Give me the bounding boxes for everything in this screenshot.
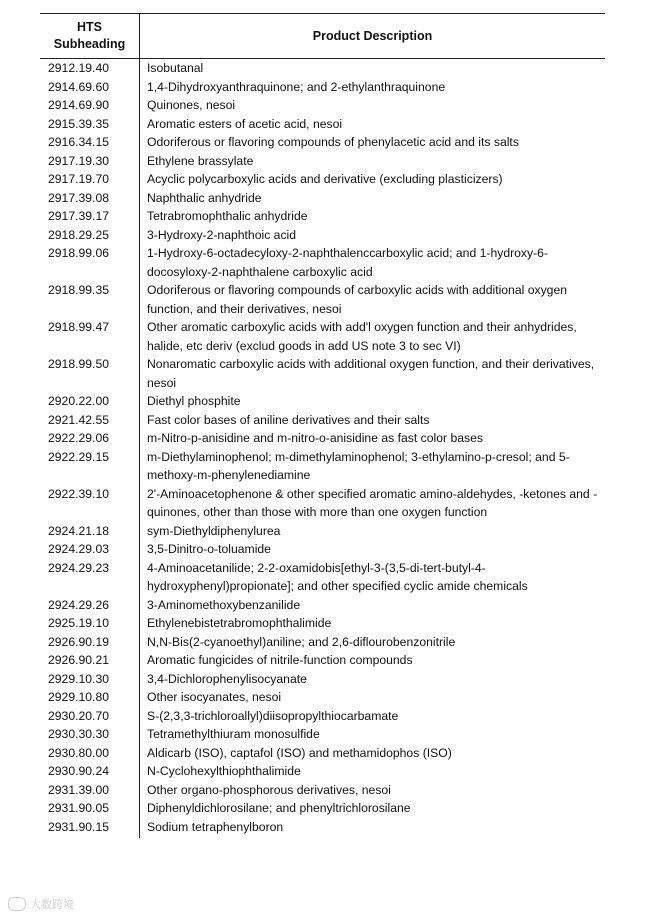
- table-row: [40, 429, 605, 448]
- table-row: [40, 392, 605, 411]
- hts-code-cell: 2920.22.00: [48, 394, 109, 408]
- description-cell: 3-Hydroxy-2-naphthoic acid: [147, 227, 297, 242]
- description-cell: Other organo-phosphorous derivatives, nesoi: [147, 782, 391, 797]
- table-row: [40, 522, 605, 541]
- table-row: [40, 559, 605, 596]
- table-row: [40, 688, 605, 707]
- description-cell: 3-Aminomethoxybenzanilide: [147, 597, 301, 612]
- description-cell: N,N-Bis(2-cyanoethyl)aniline; and 2,6-diflourobenzonitrile: [147, 634, 456, 649]
- description-cell: Ethylenebistetrabromophthalimide: [147, 616, 332, 630]
- description-cell: m-Diethylaminophenol; m-dimethylaminophenol; 3-ethylamino-p-cresol; and 5-methoxy-m-phenylenediamine: [147, 449, 570, 482]
- table-row: [40, 540, 605, 559]
- hts-code-cell: 2931.39.00: [48, 782, 109, 797]
- hts-code-cell: 2926.90.21: [48, 653, 109, 667]
- table-row: [40, 725, 605, 744]
- watermark: [8, 896, 74, 912]
- hts-code-cell: 2922.39.10: [48, 486, 109, 501]
- description-cell: 4-Aminoacetanilide; 2-2-oxamidobis[ethyl-3-(3,5-di-tert-butyl-4-hydroxyphenyl)propionate]; and other specified cyclic amide chemicals: [147, 560, 528, 593]
- table-row: [40, 244, 605, 281]
- hts-code-cell: 2924.29.03: [48, 542, 109, 556]
- hts-code-cell: 2922.29.15: [48, 449, 109, 464]
- description-cell: Acyclic polycarboxylic acids and derivative (excluding plasticizers): [147, 172, 503, 186]
- table-header: [40, 14, 605, 59]
- hts-code-cell: 2915.39.35: [48, 116, 109, 131]
- description-cell: Nonaromatic carboxylic acids with additional oxygen function, and their derivatives, nesoi: [147, 357, 595, 390]
- hts-code-cell: 2918.99.50: [48, 357, 109, 371]
- description-cell: Odoriferous or flavoring compounds of carboxylic acids with additional oxygen function, and their derivatives, nesoi: [147, 283, 568, 316]
- table-row: [40, 318, 605, 355]
- description-cell: 2'-Aminoacetophenone & other specified aromatic amino-aldehydes, -ketones and -quinones, other than those with more than one oxygen function: [147, 486, 598, 519]
- hts-code-cell: 2924.29.23: [48, 560, 109, 575]
- description-cell: Quinones, nesoi: [147, 98, 236, 112]
- header-hts-subheading: [40, 14, 140, 58]
- header-code-line1: HTS: [77, 20, 102, 34]
- hts-code-cell: 2924.21.18: [48, 523, 109, 538]
- hts-code-cell: 2914.69.60: [48, 79, 109, 94]
- description-cell: Aldicarb (ISO), captafol (ISO) and methamidophos (ISO): [147, 745, 452, 760]
- header-code-line2: Subheading: [53, 37, 126, 51]
- hts-code-cell: 2925.19.10: [48, 616, 109, 630]
- hts-code-cell: 2917.19.70: [48, 172, 109, 186]
- table-row: [40, 78, 605, 97]
- table-row: [40, 96, 605, 115]
- description-cell: 1-Hydroxy-6-octadecyloxy-2-naphthalenccarboxylic acid; and 1-hydroxy-6-docosyloxy-2-naphthalene carboxylic acid: [147, 246, 549, 279]
- table-row: [40, 799, 605, 818]
- description-cell: sym-Diethyldiphenylurea: [147, 523, 281, 538]
- description-cell: Diphenyldichlorosilane; and phenyltrichlorosilane: [147, 801, 411, 815]
- table-row: [40, 781, 605, 800]
- table-row: [40, 207, 605, 226]
- table-row: [40, 189, 605, 208]
- table-row: [40, 355, 605, 392]
- hts-code-cell: 2931.90.15: [48, 819, 109, 834]
- watermark-text: 大数跨境: [30, 899, 74, 911]
- description-cell: Sodium tetraphenylboron: [147, 819, 284, 834]
- watermark-logo-icon: [8, 897, 26, 911]
- table-row: [40, 448, 605, 485]
- hts-code-cell: 2930.30.30: [48, 727, 109, 741]
- table-row: [40, 485, 605, 522]
- table-row: [40, 633, 605, 652]
- hts-table: [40, 13, 605, 836]
- hts-code-cell: 2930.90.24: [48, 764, 109, 778]
- hts-code-cell: 2917.39.08: [48, 190, 109, 205]
- description-cell: 1,4-Dihydroxyanthraquinone; and 2-ethylanthraquinone: [147, 79, 446, 94]
- hts-code-cell: 2917.39.17: [48, 209, 109, 223]
- hts-code-cell: 2929.10.30: [48, 671, 109, 686]
- table-row: [40, 651, 605, 670]
- hts-code-cell: 2918.29.25: [48, 227, 109, 242]
- hts-code-cell: 2930.20.70: [48, 708, 109, 723]
- hts-code-cell: 2916.34.15: [48, 135, 109, 149]
- description-cell: Other isocyanates, nesoi: [147, 690, 282, 704]
- hts-code-cell: 2914.69.90: [48, 98, 109, 112]
- table-row: [40, 170, 605, 189]
- description-cell: S-(2,3,3-trichloroallyl)diisopropylthiocarbamate: [147, 708, 399, 723]
- description-cell: Diethyl phosphite: [147, 394, 241, 408]
- description-cell: Tetramethylthiuram monosulfide: [147, 727, 320, 741]
- description-cell: Ethylene brassylate: [147, 153, 254, 168]
- hts-code-cell: 2924.29.26: [48, 597, 109, 612]
- description-cell: 3,5-Dinitro-o-toluamide: [147, 542, 271, 556]
- table-body: [40, 59, 605, 836]
- hts-code-cell: 2918.99.35: [48, 283, 109, 297]
- table-row: [40, 115, 605, 134]
- hts-code-cell: 2931.90.05: [48, 801, 109, 815]
- table-row: [40, 226, 605, 245]
- description-cell: Naphthalic anhydride: [147, 190, 262, 205]
- hts-code-cell: 2912.19.40: [48, 61, 109, 75]
- description-cell: Tetrabromophthalic anhydride: [147, 209, 308, 223]
- hts-code-cell: 2930.80.00: [48, 745, 109, 760]
- hts-code-cell: 2918.99.06: [48, 246, 109, 260]
- hts-code-cell: 2917.19.30: [48, 153, 109, 168]
- table-row: [40, 152, 605, 171]
- table-row: [40, 614, 605, 633]
- description-cell: Aromatic esters of acetic acid, nesoi: [147, 116, 343, 131]
- table-row: [40, 744, 605, 763]
- table-row: [40, 707, 605, 726]
- hts-code-cell: 2918.99.47: [48, 320, 109, 334]
- description-cell: Other aromatic carboxylic acids with add'l oxygen function and their anhydrides, halide, etc deriv (exclud goods in add US note 3 to sec VI): [147, 320, 577, 353]
- table-row: [40, 411, 605, 430]
- hts-code-cell: 2921.42.55: [48, 412, 109, 427]
- description-cell: Fast color bases of aniline derivatives and their salts: [147, 412, 430, 427]
- description-cell: Aromatic fungicides of nitrile-function compounds: [147, 653, 413, 667]
- description-cell: N-Cyclohexylthiophthalimide: [147, 764, 301, 778]
- description-cell: 3,4-Dichlorophenylisocyanate: [147, 671, 307, 686]
- hts-code-cell: 2926.90.19: [48, 634, 109, 649]
- hts-code-cell: 2929.10.80: [48, 690, 109, 704]
- description-cell: Isobutanal: [147, 61, 204, 75]
- table-row: [40, 281, 605, 318]
- description-cell: Odoriferous or flavoring compounds of phenylacetic acid and its salts: [147, 135, 519, 149]
- table-row: [40, 59, 605, 78]
- table-row: [40, 670, 605, 689]
- table-row: [40, 133, 605, 152]
- hts-code-cell: 2922.29.06: [48, 431, 109, 445]
- description-cell: m-Nitro-p-anisidine and m-nitro-o-anisidine as fast color bases: [147, 431, 483, 445]
- header-product-description: Product Description: [312, 29, 433, 43]
- table-row: [40, 818, 605, 837]
- table-row: [40, 596, 605, 615]
- table-row: [40, 762, 605, 781]
